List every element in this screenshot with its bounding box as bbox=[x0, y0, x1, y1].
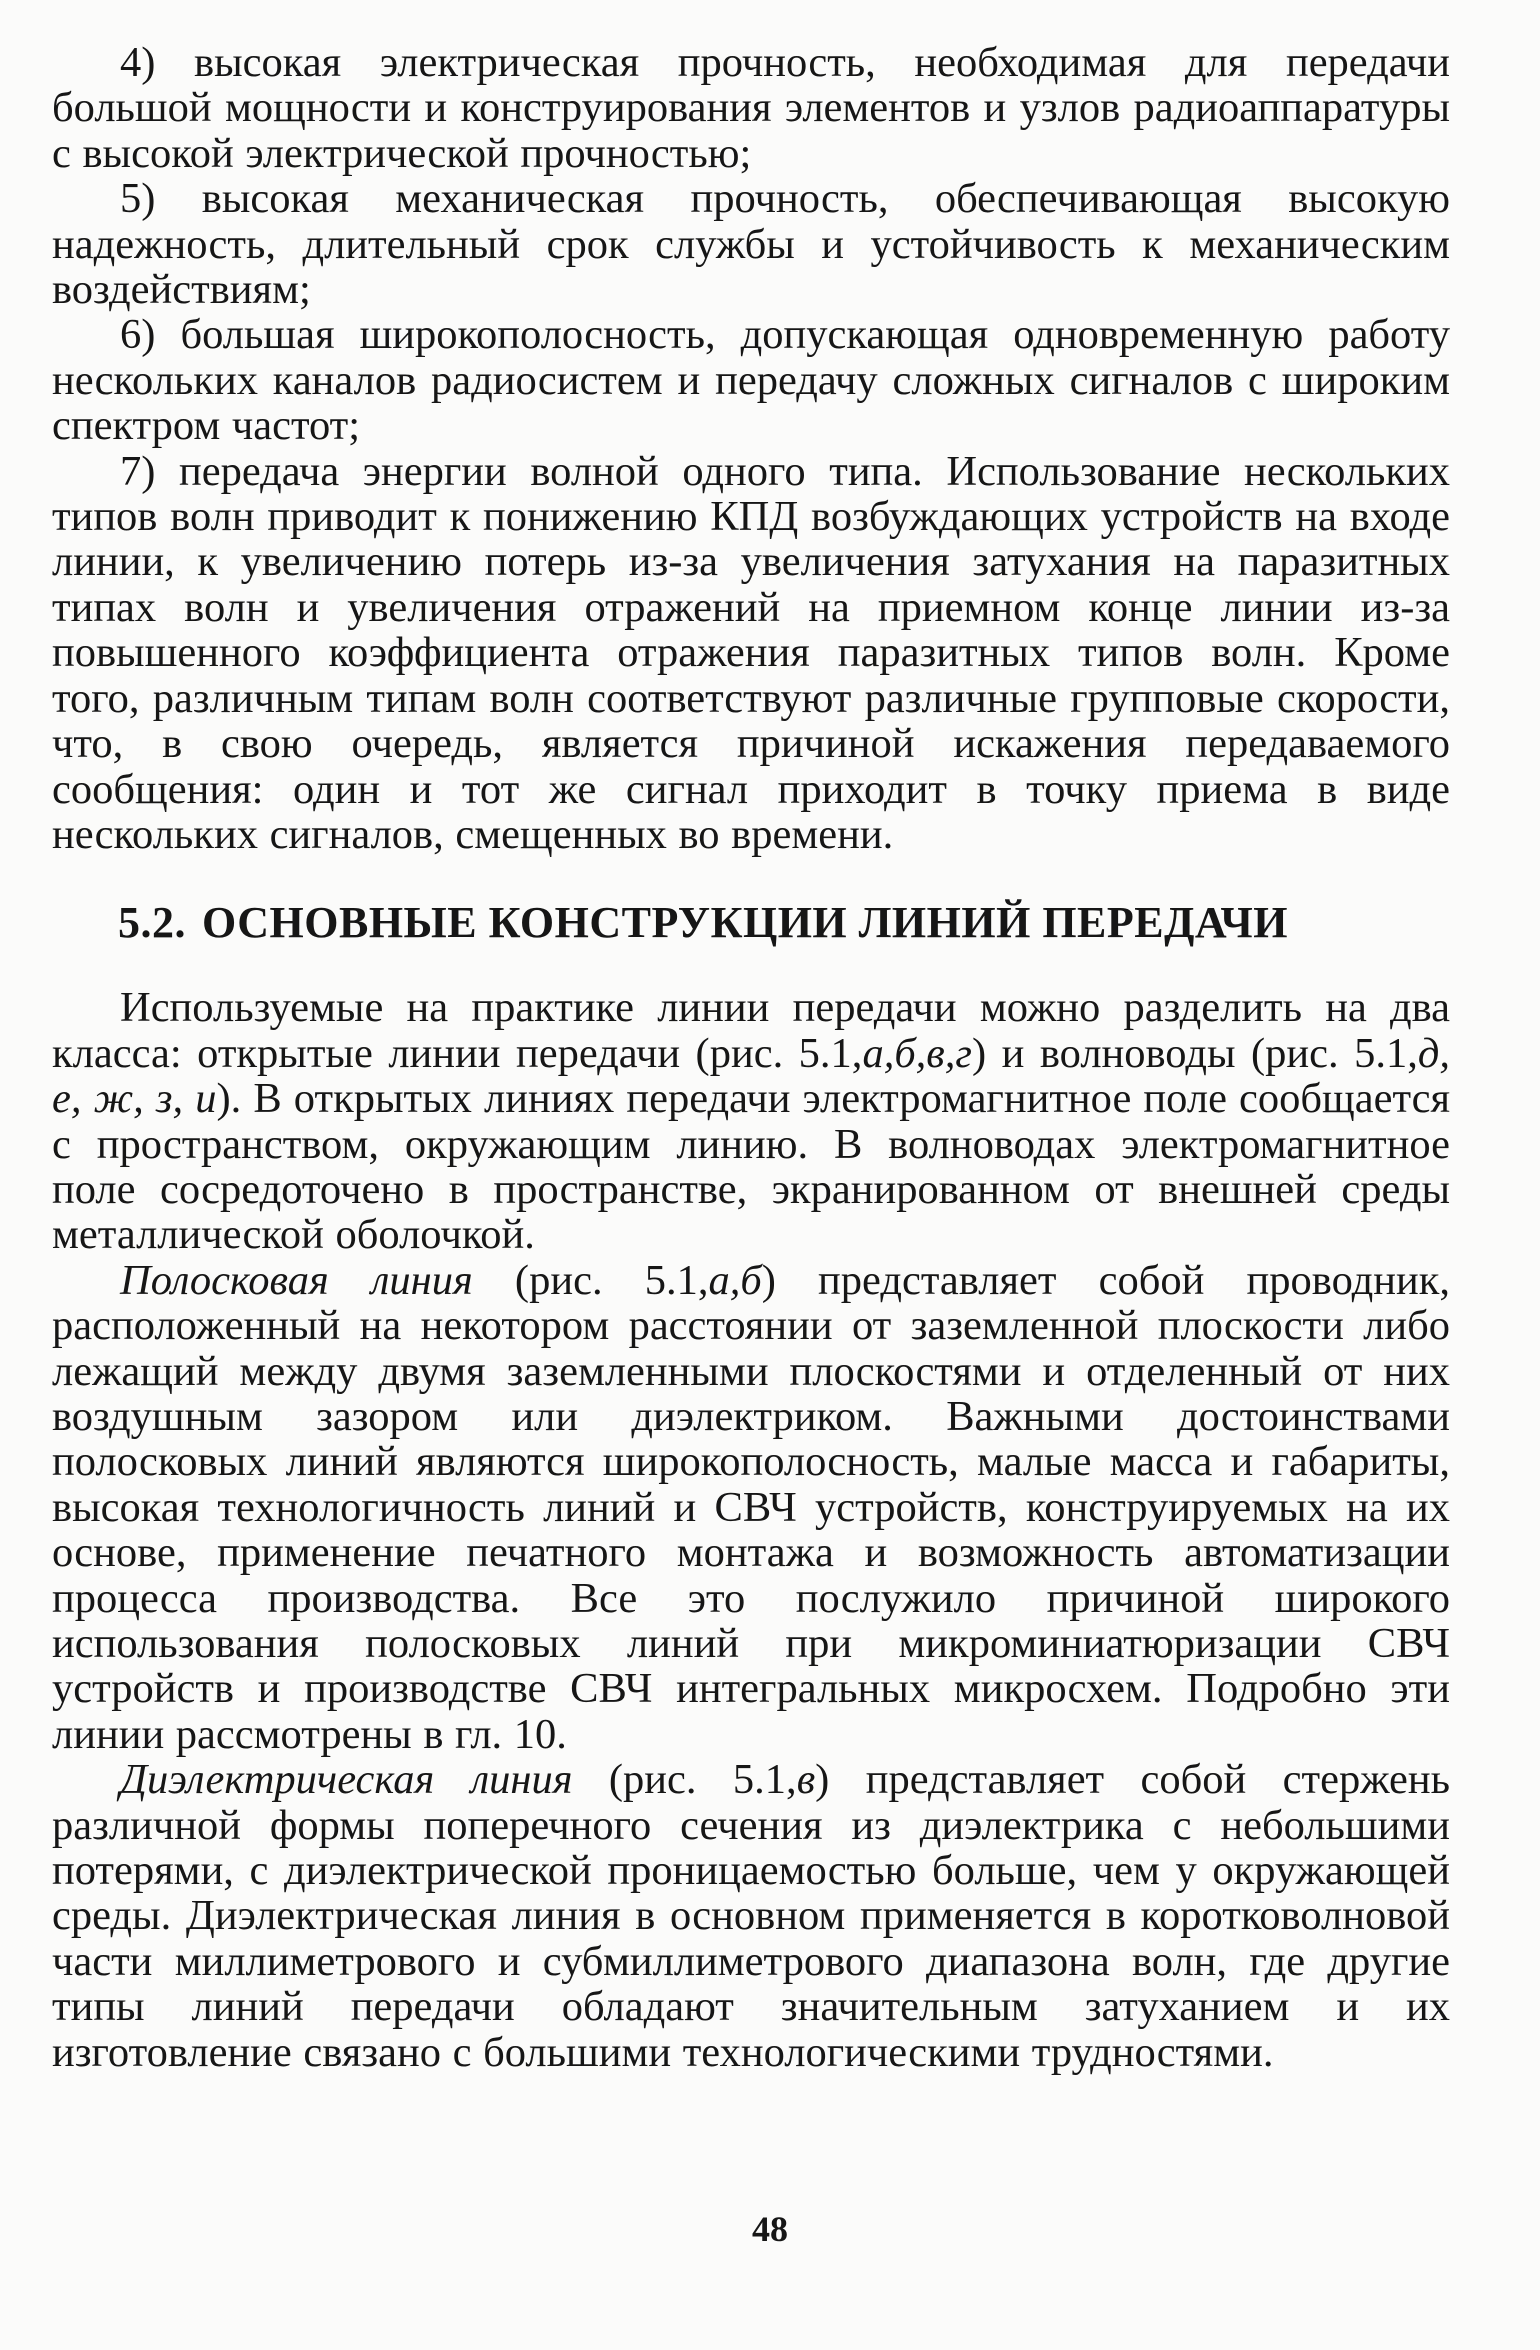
body-paragraph-intro bbox=[52, 985, 1450, 1257]
p1-text-a: Используемые на практике линии передачи можно разделить на два класса: открытые линии передачи (рис. 5.1, bbox=[52, 984, 1450, 1077]
section-number: 5.2. bbox=[118, 898, 186, 948]
p1-figure-refs-open-lines: а,б,в,г bbox=[862, 1029, 972, 1077]
list-item bbox=[52, 176, 1450, 312]
term-dielectric-line: Диэлектрическая линия bbox=[120, 1756, 573, 1804]
p1-figure-refs-waveguides: д, е, ж, з, и bbox=[52, 1029, 1450, 1123]
list-item-text: большая широкополосность, допускающая одновременную работу нескольких каналов радиосистем и передачу сложных сигналов с широким спектром частот; bbox=[52, 311, 1451, 450]
list-item-text: передача энергии волной одного типа. Использование нескольких типов волн приводит к понижению КПД возбуждающих устройств на входе линии, к увеличению потерь из-за увеличения затухания на паразитных типах волн и увеличения отражений на приемном конце линии из-за повышенного коэффициента отражения паразитных типов волн. Кроме того, различным типам волн соответствуют различные групповые скорости, что, в свою очередь, является причиной искажения передаваемого сообщения: один и тот же сигнал приходит в точку приема в виде нескольких сигналов, смещенных во времени. bbox=[52, 447, 1451, 858]
p1-text-c: ). В открытых линиях передачи электромагнитное поле сообщается с пространством, окружающим линию. В волноводах электромагнитное поле сосредоточено в пространстве, экранированном от внешней среды металлической оболочкой. bbox=[52, 1075, 1450, 1259]
list-item-text: высокая электрическая прочность, необходимая для передачи большой мощности и конструирования элементов и узлов радиоаппаратуры с высокой электрической прочностью; bbox=[52, 39, 1451, 177]
p3-text-b: ) представляет собой стержень различной формы поперечного сечения из диэлектрика с небольшими потерями, с диэлектрической проницаемостью больше, чем у окружающей среды. Диэлектрическая линия в основном применяется в коротковолновой части миллиметрового и субмиллиметрового диапазона волн, где другие типы линий передачи обладают значительным затуханием и их изготовление связано с большими технологическими трудностями. bbox=[52, 1756, 1451, 2076]
list-item bbox=[52, 40, 1450, 176]
p2-figure-refs: а,б bbox=[708, 1256, 762, 1304]
list-item-number: 5) bbox=[120, 175, 156, 223]
text-column bbox=[52, 40, 1450, 2075]
list-item bbox=[52, 312, 1450, 448]
p3-figure-refs: в bbox=[796, 1756, 816, 1804]
p1-text-b: ) и волноводы (рис. 5.1, bbox=[971, 1029, 1418, 1077]
list-item-text: высокая механическая прочность, обеспечивающая высокую надежность, длительный срок службы и устойчивость к механическим воздействиям; bbox=[52, 175, 1450, 314]
page-number: 48 bbox=[752, 2209, 788, 2249]
term-stripline: Полосковая линия bbox=[120, 1256, 473, 1304]
section-title: ОСНОВНЫЕ КОНСТРУКЦИИ ЛИНИЙ ПЕРЕДАЧИ bbox=[202, 898, 1289, 948]
list-item bbox=[52, 449, 1450, 858]
p2-text-b: ) представляет собой проводник, расположенный на некотором расстоянии от заземленной плоскости либо лежащий между двумя заземленными плоскостями и отделенный от них воздушным зазором или диэлектриком. Важными достоинствами полосковых линий являются широкополосность, малые масса и габариты, высокая технологичность линий и СВЧ устройств, конструируемых на их основе, применение печатного монтажа и возможность автоматизации процесса производства. Все это послужило причиной широкого использования полосковых линий при микроминиатюризации СВЧ устройств и производстве СВЧ интегральных микросхем. Подробно эти линии рассмотрены в гл. 10. bbox=[52, 1256, 1450, 1758]
body-paragraph-stripline bbox=[52, 1258, 1450, 1757]
list-item-number: 4) bbox=[120, 39, 156, 86]
list-item-number: 7) bbox=[120, 447, 156, 495]
p3-text-a: (рис. 5.1, bbox=[572, 1756, 797, 1804]
section-heading bbox=[52, 897, 1450, 949]
list-item-number: 6) bbox=[120, 311, 156, 359]
body-paragraph-dielectric-line bbox=[52, 1757, 1450, 2075]
p2-text-a: (рис. 5.1, bbox=[472, 1256, 709, 1304]
